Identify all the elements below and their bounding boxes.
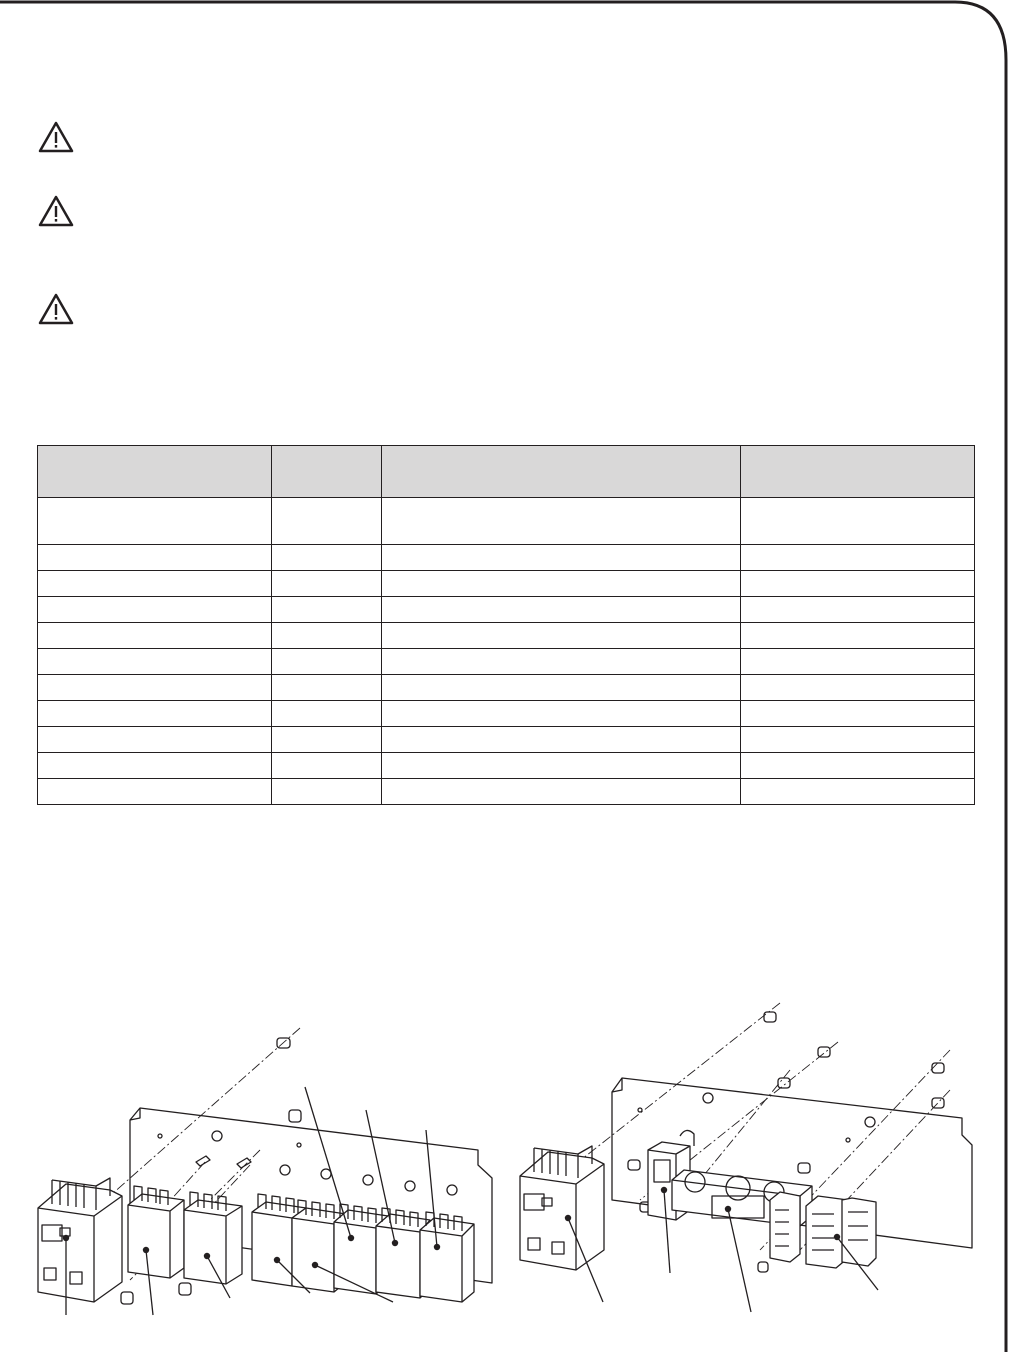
relay-panel-left-figure <box>38 1028 492 1315</box>
table-cell <box>272 498 382 545</box>
table-cell <box>382 649 741 675</box>
table-cell <box>38 597 272 623</box>
table-cell <box>382 779 741 805</box>
table-row <box>38 727 975 753</box>
table-cell <box>741 675 975 701</box>
table-cell <box>382 753 741 779</box>
warning-triangle-icon <box>37 194 75 228</box>
table-header-row <box>38 446 975 498</box>
table-row <box>38 623 975 649</box>
table-row <box>38 779 975 805</box>
table-cell <box>38 779 272 805</box>
table-cell <box>382 623 741 649</box>
power-module <box>520 1146 604 1270</box>
table-cell <box>272 649 382 675</box>
table-row <box>38 675 975 701</box>
power-module <box>38 1178 122 1302</box>
table-cell <box>272 545 382 571</box>
table-cell <box>38 545 272 571</box>
table-cell <box>38 753 272 779</box>
table-cell <box>38 571 272 597</box>
table-cell <box>382 675 741 701</box>
column-header <box>272 446 382 498</box>
table-cell <box>272 597 382 623</box>
table-cell <box>382 701 741 727</box>
table-cell <box>741 571 975 597</box>
table-cell <box>38 727 272 753</box>
table-cell <box>741 727 975 753</box>
table-cell <box>272 779 382 805</box>
table-cell <box>272 727 382 753</box>
column-header <box>741 446 975 498</box>
table-cell <box>382 498 741 545</box>
column-header <box>38 446 272 498</box>
column-header <box>382 446 741 498</box>
warning-triangle-icon <box>37 120 75 154</box>
table-cell <box>38 623 272 649</box>
table-cell <box>272 753 382 779</box>
table-row <box>38 649 975 675</box>
table-cell <box>38 498 272 545</box>
relay-module <box>184 1192 242 1284</box>
table-cell <box>382 597 741 623</box>
table-row <box>38 545 975 571</box>
table-cell <box>272 571 382 597</box>
relay-module <box>128 1186 184 1278</box>
table-cell <box>741 701 975 727</box>
table-cell <box>272 623 382 649</box>
table-cell <box>382 571 741 597</box>
relay-panel-right-figure <box>520 1003 972 1312</box>
table-cell <box>741 779 975 805</box>
table-row <box>38 753 975 779</box>
parts-table <box>37 445 975 805</box>
table-cell <box>382 545 741 571</box>
table-cell <box>38 649 272 675</box>
terminal-strip <box>770 1192 800 1262</box>
relay-panel-diagrams <box>0 990 1010 1352</box>
table-cell <box>741 597 975 623</box>
warning-triangle-icon <box>37 292 75 326</box>
terminal-strip <box>806 1196 876 1268</box>
table-cell <box>741 649 975 675</box>
table-cell <box>272 701 382 727</box>
table-row <box>38 597 975 623</box>
table-cell <box>741 753 975 779</box>
table-cell <box>272 675 382 701</box>
table-cell <box>741 545 975 571</box>
table-cell <box>38 701 272 727</box>
table-cell <box>741 498 975 545</box>
table-row <box>38 701 975 727</box>
table-cell <box>382 727 741 753</box>
table-row <box>38 498 975 545</box>
table-row <box>38 571 975 597</box>
table-cell <box>741 623 975 649</box>
table-cell <box>38 675 272 701</box>
